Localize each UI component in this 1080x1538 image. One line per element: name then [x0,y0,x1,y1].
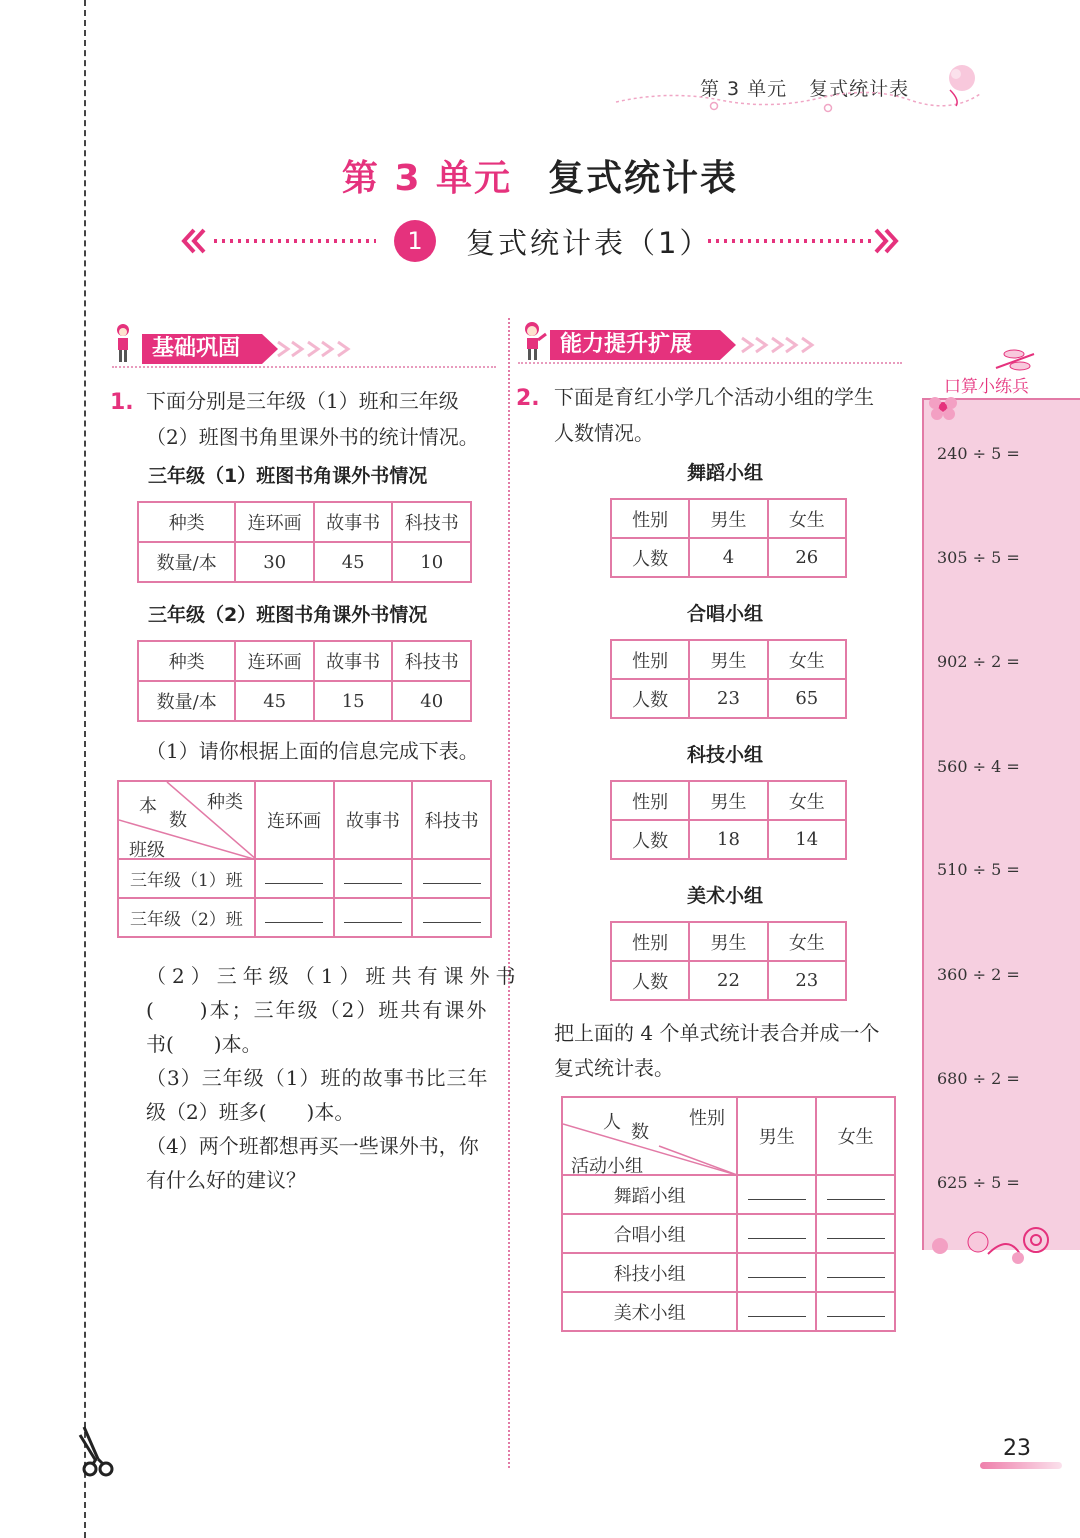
answer-blank[interactable] [737,1253,816,1292]
table-cell: 26 [768,538,846,577]
table-header: 女生 [768,499,846,538]
table-header: 连环画 [235,641,314,681]
table-cell: 10 [392,542,471,582]
q1-sub-4-line-2: 有什么好的建议？ [146,1168,306,1192]
science-group-table [610,780,847,860]
cut-line [84,0,86,1538]
corner-label-kind: 种类 [207,792,243,813]
table-header: 性别 [611,922,689,961]
section-label-basic: 基础巩固 [142,334,262,364]
question-1-number: 1. [110,390,134,415]
row-label: 人数 [611,538,689,577]
unit-label: 第 3 单元 [341,158,513,199]
table-cell: 15 [314,681,393,721]
table-header: 故事书 [334,781,413,859]
q1-intro-line-1: 下面分别是三年级（1）班和三年级 [146,389,459,413]
table-header: 女生 [768,781,846,820]
table-header: 男生 [689,781,767,820]
art-group-caption: 美术小组 [687,885,764,907]
answer-blank[interactable] [816,1292,895,1331]
row-label: 数量/本 [138,681,235,721]
calc-item: 560 ÷ 4 = [937,757,1020,776]
answer-blank[interactable] [737,1292,816,1331]
section-arrows-icon [738,334,824,360]
row-label: 三年级（1）班 [118,859,255,898]
table-cell: 45 [314,542,393,582]
section-label-advanced: 能力提升扩展 [550,330,720,360]
corner-label-ren: 人 [603,1112,621,1133]
combined-groups-table [561,1096,896,1332]
table-header: 种类 [138,641,235,681]
corner-label-ben: 本 [139,796,157,817]
table-header: 男生 [689,640,767,679]
answer-blank[interactable] [737,1175,816,1214]
table1-caption: 三年级（1）班图书角课外书情况 [148,465,428,487]
running-head-topic: 复式统计表 [809,78,910,100]
table-header: 科技书 [392,502,471,542]
unit-title [0,150,1080,201]
q2-merge-line-1: 把上面的 4 个单式统计表合并成一个 [554,1021,880,1045]
calc-item: 510 ÷ 5 = [937,860,1020,879]
calc-item: 360 ÷ 2 = [937,965,1020,984]
header-decoration-icon [610,60,990,124]
table-header: 科技书 [392,641,471,681]
table-cell: 45 [235,681,314,721]
question-2-number: 2. [516,386,540,411]
corner-label-shu: 数 [631,1122,649,1143]
table-cell: 23 [768,961,846,1000]
class1-books-table [137,501,472,583]
q1-sub-3-line-1: （3）三年级（1）班的故事书比三年 [146,1066,489,1090]
answer-blank[interactable] [816,1175,895,1214]
table-header: 女生 [816,1097,895,1175]
diagonal-header-cell [562,1097,737,1175]
table-header: 故事书 [314,502,393,542]
corner-label-shu: 数 [169,810,187,831]
answer-blank[interactable] [412,898,491,937]
answer-blank[interactable] [737,1214,816,1253]
class2-books-table [137,640,472,722]
answer-blank[interactable] [334,859,413,898]
answer-blank[interactable] [412,859,491,898]
table-cell: 65 [768,679,846,718]
table-header: 女生 [768,922,846,961]
page-number: 23 [1003,1436,1031,1461]
q1-sub-2-line-2: ( )本；三年级（2）班共有课外 [146,998,489,1022]
answer-blank[interactable] [255,898,334,937]
art-group-table [610,921,847,1001]
unit-title-text: 复式统计表 [548,158,739,199]
choir-group-table [610,639,847,719]
corner-label-gender: 性别 [689,1108,725,1129]
section-underline [518,362,902,364]
calc-item: 305 ÷ 5 = [937,548,1020,567]
table-cell: 4 [689,538,767,577]
diagonal-header-cell [118,781,255,859]
choir-group-caption: 合唱小组 [687,603,764,625]
corner-label-class: 班级 [129,840,165,861]
answer-blank[interactable] [334,898,413,937]
table-cell: 23 [689,679,767,718]
table-header: 女生 [768,640,846,679]
table-cell: 30 [235,542,314,582]
dance-group-table [610,498,847,578]
column-divider [508,318,510,1468]
row-label: 人数 [611,961,689,1000]
section-arrows-icon [274,338,360,364]
table-header: 性别 [611,499,689,538]
row-label: 三年级（2）班 [118,898,255,937]
answer-blank[interactable] [816,1253,895,1292]
table-header: 男生 [689,499,767,538]
calc-item: 625 ÷ 5 = [937,1173,1020,1192]
running-head-unit: 第 3 单元 [700,78,788,100]
table2-caption: 三年级（2）班图书角课外书情况 [148,604,428,626]
table-header: 男生 [737,1097,816,1175]
table-header: 性别 [611,640,689,679]
answer-blank[interactable] [816,1214,895,1253]
calc-item: 902 ÷ 2 = [937,652,1020,671]
row-label: 科技小组 [562,1253,737,1292]
boy-mascot-icon [518,320,548,366]
section-underline [112,366,496,368]
girl-mascot-icon [112,322,134,368]
q1-sub-1: （1）请你根据上面的信息完成下表。 [146,739,479,763]
table-header: 连环画 [255,781,334,859]
page-number-bar [980,1462,1062,1469]
corner-label-group: 活动小组 [571,1156,643,1177]
calc-item: 240 ÷ 5 = [937,444,1020,463]
table-header: 性别 [611,781,689,820]
table-header: 故事书 [314,641,393,681]
row-label: 数量/本 [138,542,235,582]
calc-item: 680 ÷ 2 = [937,1069,1020,1088]
table-header: 科技书 [412,781,491,859]
table-cell: 14 [768,820,846,859]
row-label: 美术小组 [562,1292,737,1331]
lesson-title: 复式统计表（1） [466,226,712,260]
row-label: 舞蹈小组 [562,1175,737,1214]
table-header: 种类 [138,502,235,542]
row-label: 合唱小组 [562,1214,737,1253]
sidebar-title: 口算小练兵 [944,377,1029,397]
table-header: 男生 [689,922,767,961]
q2-merge-line-2: 复式统计表。 [554,1056,674,1080]
answer-blank[interactable] [255,859,334,898]
scissors-icon [76,1425,120,1485]
dance-group-caption: 舞蹈小组 [687,462,764,484]
table-cell: 22 [689,961,767,1000]
lesson-header [180,218,900,264]
table-cell: 18 [689,820,767,859]
q1-sub-3-line-2: 级（2）班多( )本。 [146,1100,355,1124]
mental-math-sidebar [922,398,1080,1250]
row-label: 人数 [611,820,689,859]
flower-icon [926,392,960,426]
science-group-caption: 科技小组 [687,744,764,766]
q1-intro-line-2: （2）班图书角里课外书的统计情况。 [146,425,479,449]
combined-books-table [117,780,492,938]
q1-sub-4-line-1: （4）两个班都想再买一些课外书，你 [146,1134,479,1158]
lesson-number: 1 [394,220,436,262]
q2-intro-line-2: 人数情况。 [554,421,654,445]
q1-sub-2-line-1: （2）三年级（1）班共有课外书 [146,964,522,988]
q2-intro-line-1: 下面是育红小学几个活动小组的学生 [554,385,874,409]
row-label: 人数 [611,679,689,718]
q1-sub-2-line-3: 书( )本。 [146,1032,262,1056]
swirl-decoration-icon [928,1224,1058,1272]
table-cell: 40 [392,681,471,721]
table-header: 连环画 [235,502,314,542]
